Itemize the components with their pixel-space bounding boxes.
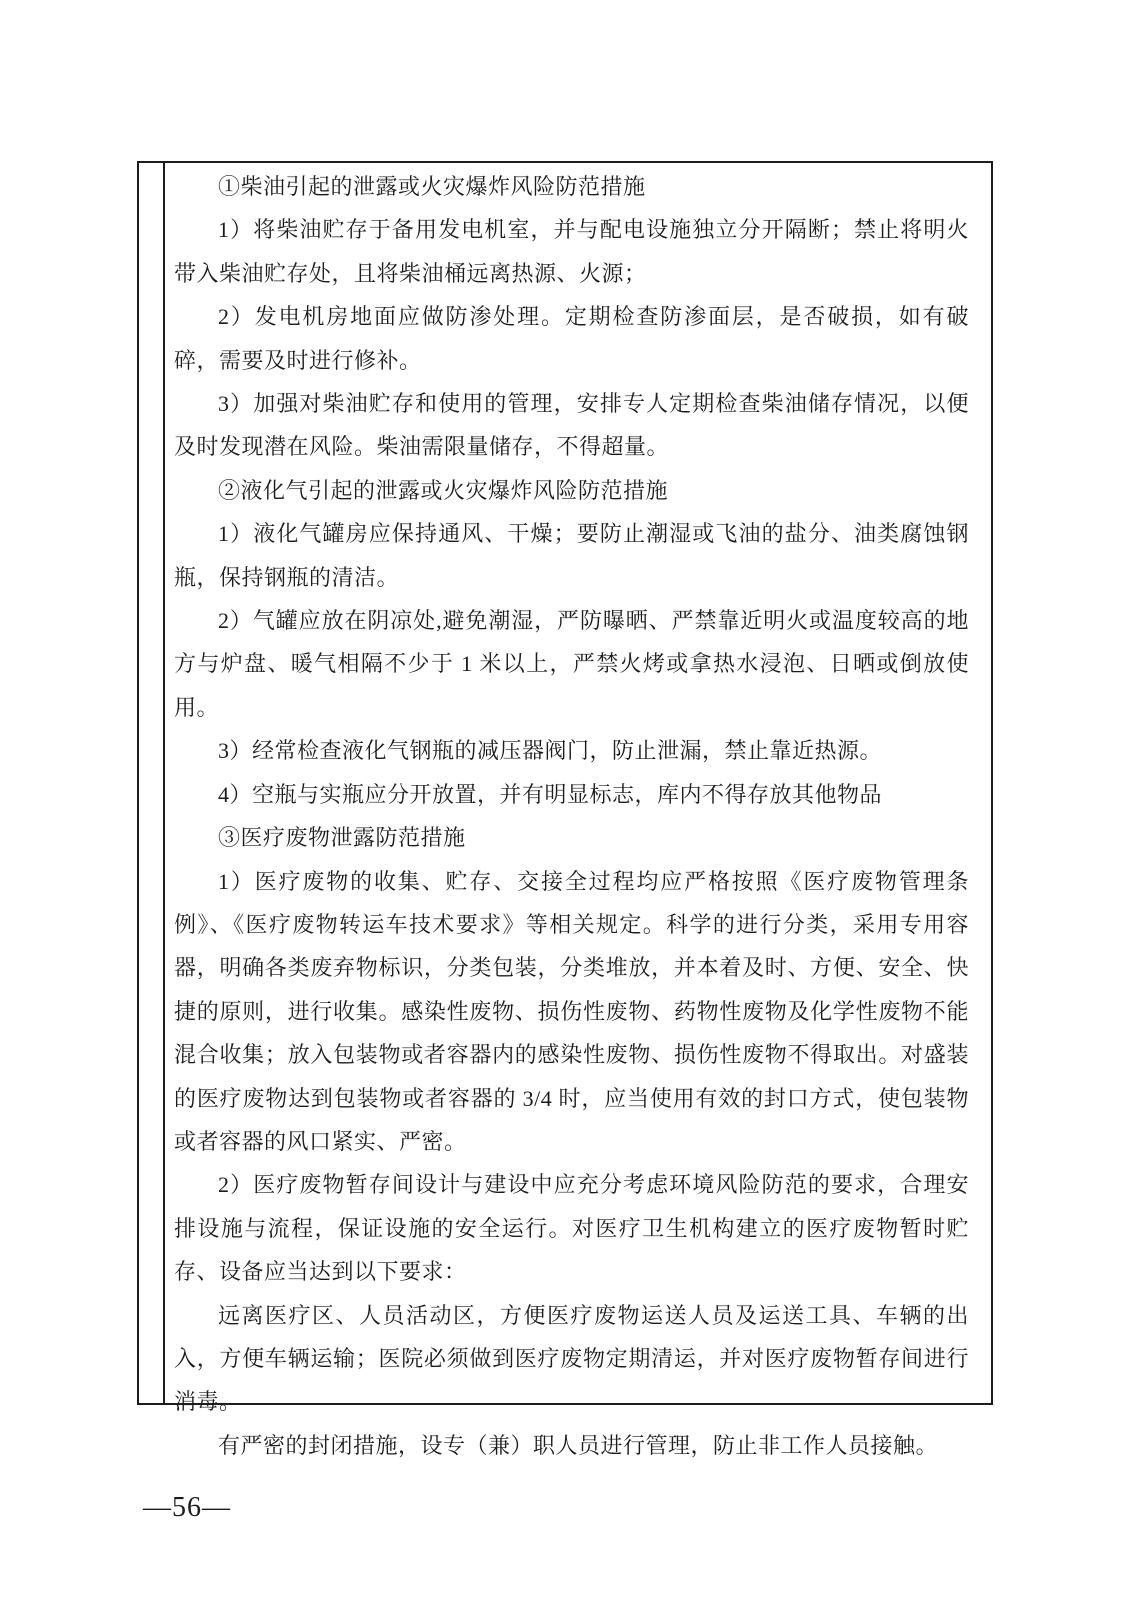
paragraph: 1）医疗废物的收集、贮存、交接全过程均应严格按照《医疗废物管理条例》、《医疗废物转运车技术要求》等相关规定。科学的进行分类，采用专用容器，明确各类废弃物标识，分类包装，分类堆放，并本着及时、方便、安全、快捷的原则，进行收集。感染性废物、损伤性废物、药物性废物及化学性废物不能混合收集；放入包装物或者容器内的感染性废物、损伤性废物不得取出。对盛装的医疗废物达到包装物或者容器的 3/4 时，应当使用有效的封口方式，使包装物或者容器的风口紧实、严密。 [174, 868, 969, 1154]
paragraph: ③医疗废物泄露防范措施 [218, 825, 466, 851]
content-table [137, 161, 993, 1458]
paragraph: 有严密的封闭措施，设专（兼）职人员进行管理，防止非工作人员接触。 [218, 1432, 939, 1458]
paragraph: 3）加强对柴油贮存和使用的管理，安排专人定期检查柴油储存情况，以便及时发现潜在风险。柴油需限量储存，不得超量。 [174, 391, 969, 460]
paragraph: 1）液化气罐房应保持通风、干燥；要防止潮湿或飞油的盐分、油类腐蚀钢瓶，保持钢瓶的清洁。 [174, 521, 969, 590]
paragraph: 2）气罐应放在阴凉处,避免潮湿，严防曝晒、严禁靠近明火或温度较高的地方与炉盘、暖气相隔不少于 1 米以上，严禁火烤或拿热水浸泡、日晒或倒放使用。 [174, 608, 969, 720]
paragraph: 2）医疗废物暂存间设计与建设中应充分考虑环境风险防范的要求，合理安排设施与流程，保证设施的安全运行。对医疗卫生机构建立的医疗废物暂时贮存、设备应当达到以下要求： [174, 1172, 969, 1285]
page-number: —56— [143, 1492, 231, 1523]
table-content-cell [165, 163, 991, 1458]
paragraph: ②液化气引起的泄露或火灾爆炸风险防范措施 [218, 477, 669, 503]
paragraph: 1）将柴油贮存于备用发电机室，并与配电设施独立分开隔断；禁止将明火带入柴油贮存处，且将柴油桶远离热源、火源； [174, 217, 969, 286]
paragraph: ①柴油引起的泄露或火灾爆炸风险防范措施 [218, 174, 646, 199]
table-left-column [139, 163, 165, 1403]
paragraph: 2）发电机房地面应做防渗处理。定期检查防渗面层，是否破损，如有破碎，需要及时进行修补。 [174, 304, 969, 373]
paragraph: 3）经常检查液化气钢瓶的减压器阀门，防止泄漏，禁止靠近热源。 [218, 738, 883, 764]
paragraph: 远离医疗区、人员活动区，方便医疗废物运送人员及运送工具、车辆的出入，方便车辆运输；医院必须做到医疗废物定期清运，并对医疗废物暂存间进行消毒。 [174, 1302, 969, 1415]
paragraph: 4）空瓶与实瓶应分开放置，并有明显标志，库内不得存放其他物品 [218, 781, 883, 807]
